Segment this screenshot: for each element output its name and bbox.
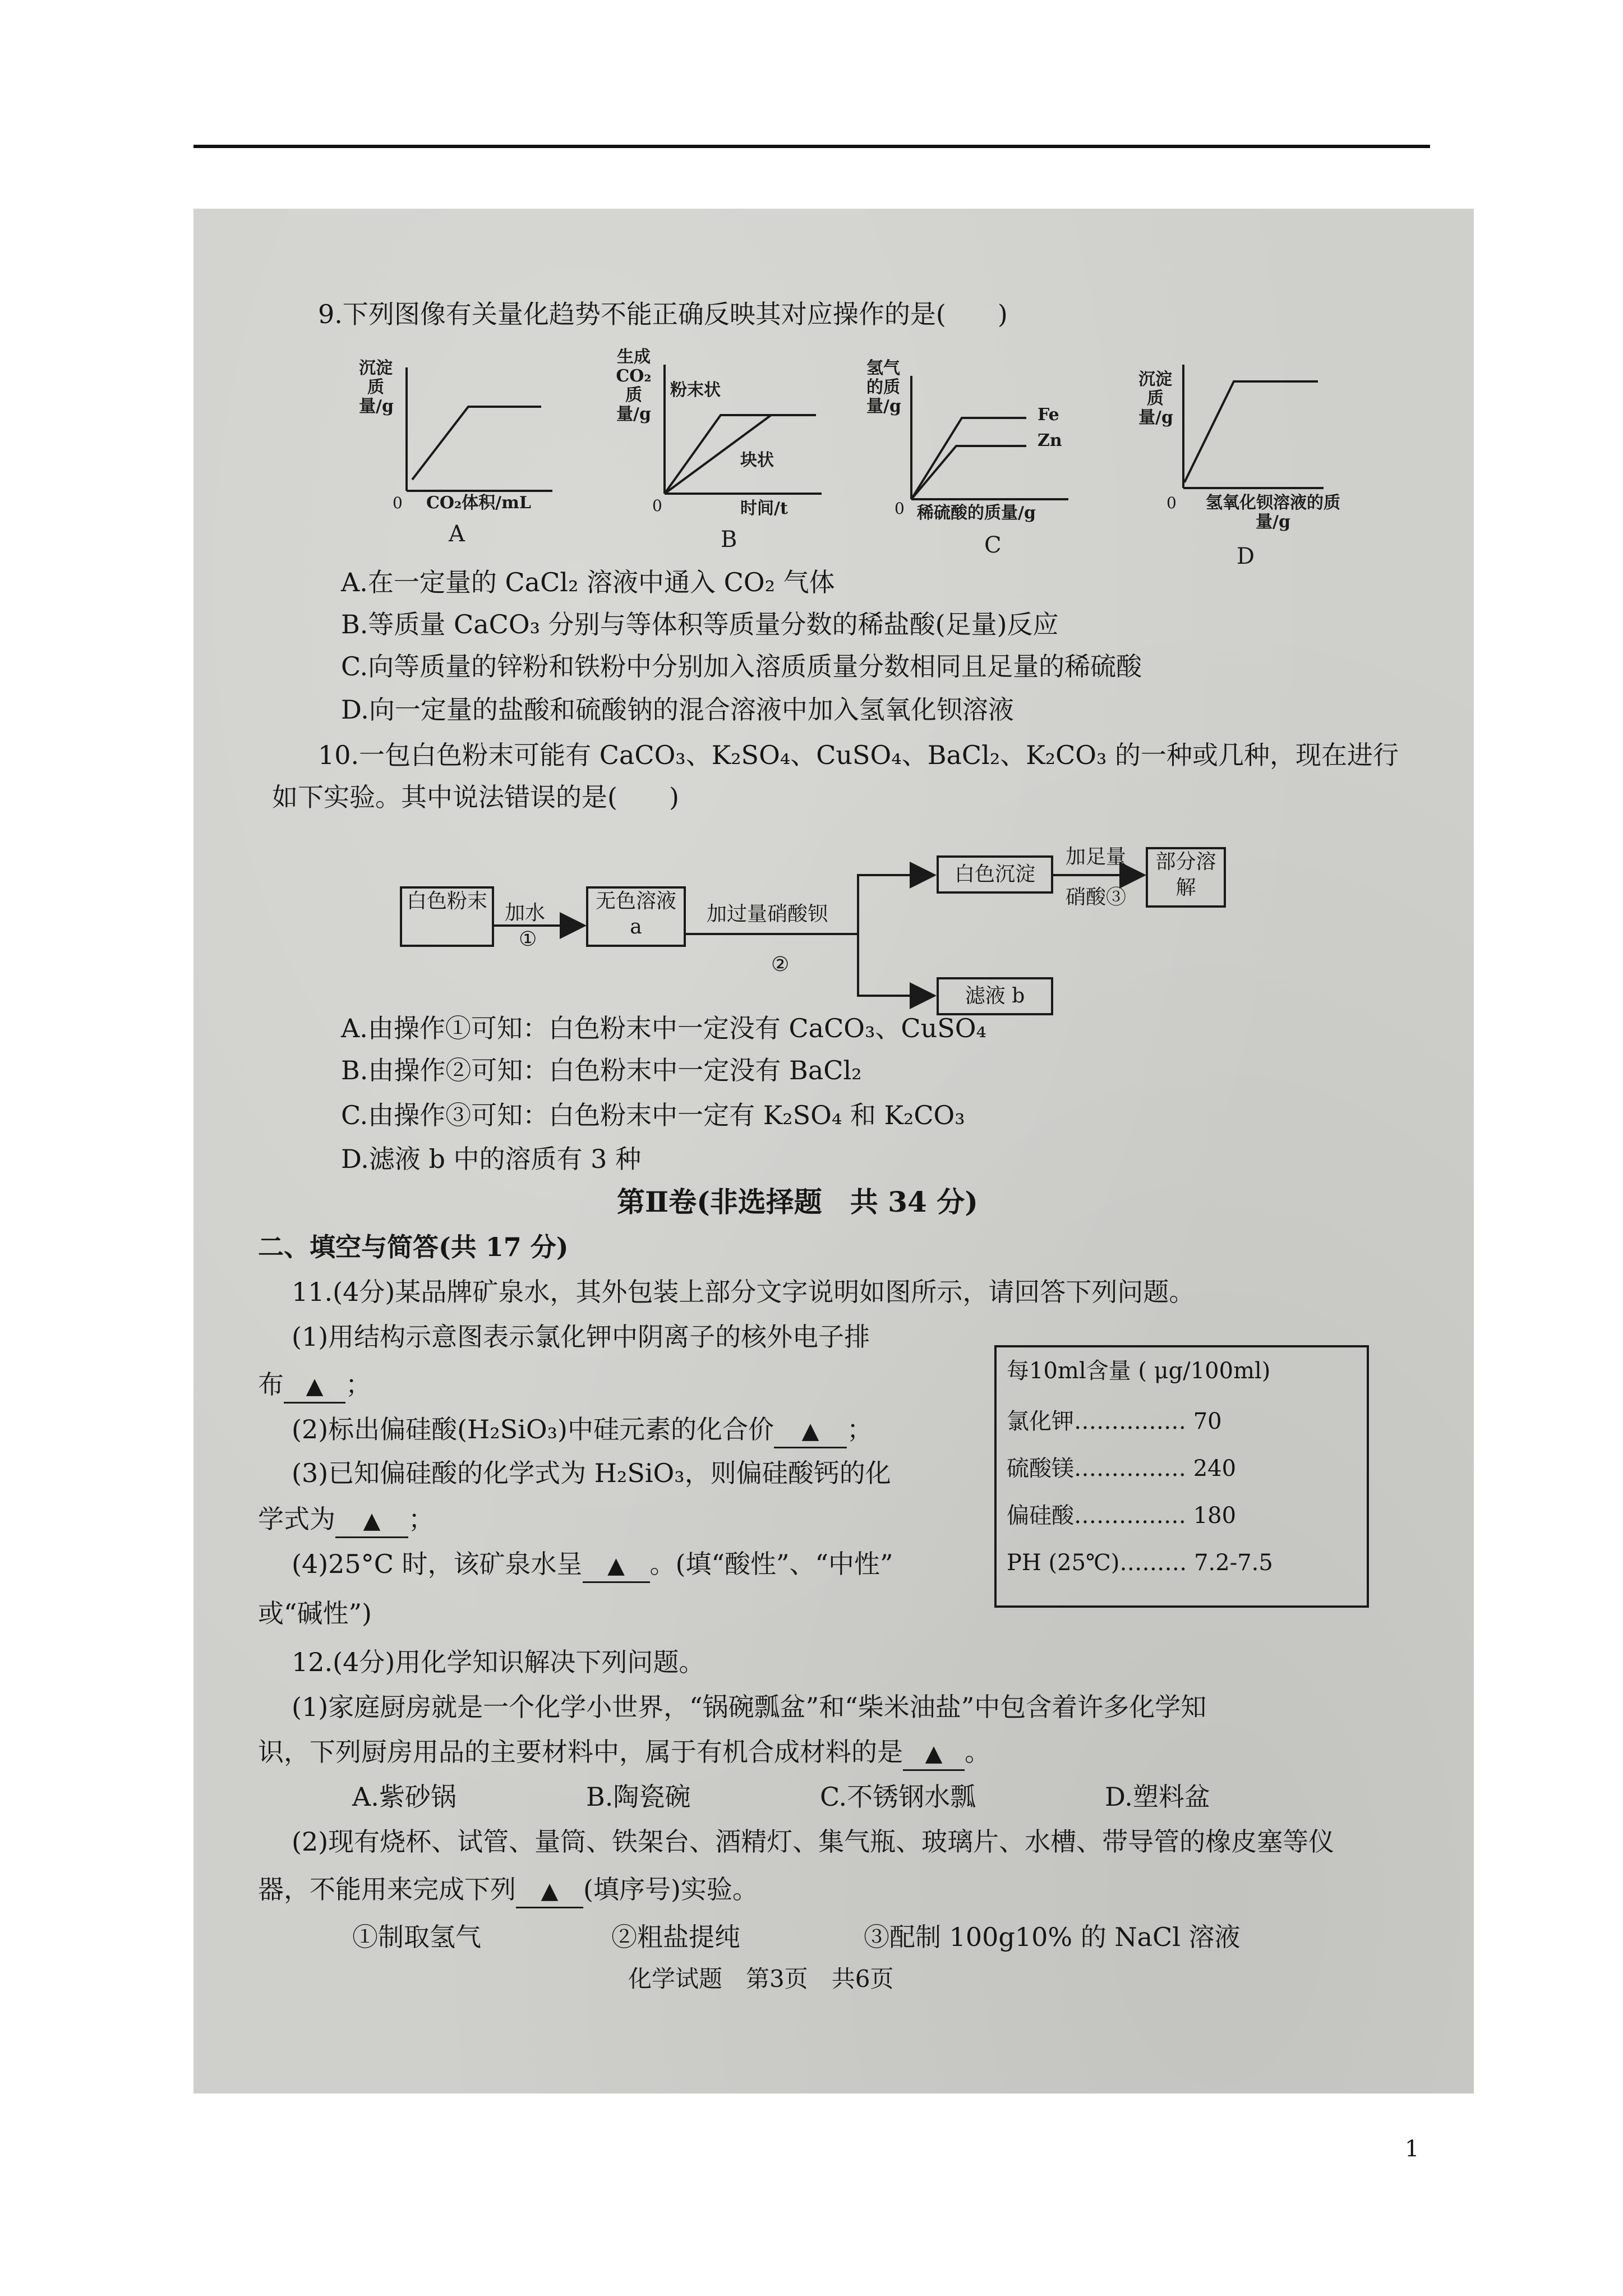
q12-part1-suffix: 。 — [965, 1737, 990, 1767]
graph-a-origin: 0 — [393, 494, 403, 512]
q12-choice-c: C.不锈钢水瓢 — [820, 1782, 976, 1812]
q12-part2-suffix: (填序号)实验。 — [583, 1874, 758, 1904]
q9-option-c: C.向等质量的锌粉和铁粉中分别加入溶质质量分数相同且足量的稀硫酸 — [341, 651, 1142, 682]
q11-part2-text: (2)标出偏硅酸(H₂SiO₃)中硅元素的化合价 — [292, 1414, 774, 1444]
q11-answer-blank-3[interactable] — [335, 1503, 408, 1538]
graph-c-xlabel: 稀硫酸的质量/g — [917, 503, 1036, 523]
q11-part3-prefix: 学式为 — [258, 1504, 335, 1534]
q12-part2-line1: (2)现有烧杯、试管、量筒、铁架台、酒精灯、集气瓶、玻璃片、水槽、带导管的橡皮塞等仪 — [292, 1826, 1335, 1857]
graph-d-origin: 0 — [1166, 494, 1177, 512]
flow-box-filtrate-b: 滤液 b — [937, 977, 1053, 1015]
q10-option-b: B.由操作②可知：白色粉末中一定没有 BaCl₂ — [341, 1055, 862, 1085]
q9-option-b: B.等质量 CaCO₃ 分别与等体积等质量分数的稀盐酸(足量)反应 — [341, 609, 1059, 639]
label-row-h2sio3: 偏硅酸…………… 180 — [1007, 1503, 1237, 1529]
answer-mark: ▲ — [541, 1878, 559, 1904]
q12-answer-blank-2[interactable] — [516, 1874, 583, 1908]
graph-b-note-powder: 粉末状 — [670, 380, 721, 400]
q9-option-a: A.在一定量的 CaCl₂ 溶液中通入 CO₂ 气体 — [341, 567, 835, 597]
answer-mark: ▲ — [363, 1508, 381, 1534]
q11-part4-prefix: (4)25°C 时，该矿泉水呈 — [292, 1549, 583, 1579]
q12-choice-a: A.紫砂锅 — [352, 1782, 457, 1812]
q11-part1-suffix: ； — [345, 1369, 371, 1400]
q12-choice-b: B.陶瓷碗 — [586, 1782, 691, 1812]
q11-part3-suffix: ； — [408, 1504, 434, 1534]
flow-box-white-precipitate: 白色沉淀 — [937, 855, 1053, 894]
answer-mark: ▲ — [925, 1741, 943, 1766]
graph-c-origin: 0 — [895, 499, 905, 518]
graph-b-xlabel: 时间/t — [740, 499, 788, 518]
graph-c-note-zn: Zn — [1038, 431, 1062, 450]
flow-box-partly-dissolved: 部分溶解 — [1146, 847, 1226, 908]
section2-title: 二、填空与简答(共 17 分) — [258, 1232, 569, 1262]
q12-part2-prefix: 器，不能用来完成下列 — [258, 1874, 516, 1904]
q10-option-d: D.滤液 b 中的溶质有 3 种 — [341, 1144, 642, 1174]
label-row-kcl: 氯化钾…………… 70 — [1007, 1409, 1222, 1434]
q11-part2-suffix: ； — [846, 1414, 873, 1444]
q10-option-c: C.由操作③可知：白色粉末中一定有 K₂SO₄ 和 K₂CO₃ — [341, 1100, 965, 1130]
flow-arrow2-number: ② — [771, 953, 790, 976]
flow-arrow1-number: ① — [519, 928, 537, 951]
q11-part4-line1 — [292, 1548, 893, 1583]
q12-item-2: ②粗盐提纯 — [611, 1922, 740, 1952]
q11-part2 — [292, 1414, 873, 1448]
graph-b-note-lump: 块状 — [740, 450, 774, 470]
part2-title: 第Ⅱ卷(非选择题 共 34 分) — [617, 1185, 978, 1218]
q12-item-1: ①制取氢气 — [352, 1922, 481, 1952]
q11-answer-blank-4[interactable] — [583, 1548, 650, 1583]
q11-answer-blank-1[interactable] — [284, 1369, 345, 1404]
mineral-water-label — [994, 1345, 1369, 1608]
graph-d-ylabel: 沉淀质量/g — [1138, 370, 1173, 427]
q12-item-3: ③配制 100g10% 的 NaCl 溶液 — [864, 1922, 1241, 1952]
graph-a-ylabel: 沉淀质量/g — [359, 358, 394, 416]
flow-arrow1-label: 加水 — [505, 901, 546, 924]
q9-stem: 9.下列图像有关量化趋势不能正确反映其对应操作的是( ) — [318, 299, 1008, 329]
answer-mark: ▲ — [306, 1373, 324, 1399]
flow-arrow3-label: 加足量 — [1066, 845, 1127, 868]
graph-c-note-fe: Fe — [1038, 405, 1059, 425]
label-row-ph: PH (25℃)……… 7.2-7.5 — [1007, 1550, 1273, 1576]
answer-mark: ▲ — [801, 1418, 819, 1444]
graph-b-letter: B — [721, 527, 737, 553]
q12-choice-d: D.塑料盆 — [1105, 1782, 1210, 1812]
q11-part1-prefix: 布 — [258, 1369, 284, 1400]
page-number: 1 — [1405, 2136, 1419, 2162]
q12-stem: 12.(4分)用化学知识解决下列问题。 — [292, 1647, 705, 1677]
q11-part1-line1: (1)用结构示意图表示氯化钾中阴离子的核外电子排 — [292, 1322, 870, 1352]
graph-b-ylabel: 生成CO₂质量/g — [616, 347, 652, 424]
flow-box-white-powder: 白色粉末 — [400, 886, 494, 947]
label-row-mgso4: 硫酸镁…………… 240 — [1007, 1456, 1237, 1481]
q11-part1-line2 — [258, 1369, 371, 1404]
flow-arrow2-label: 加过量硝酸钡 — [707, 903, 828, 926]
graph-c-letter: C — [984, 532, 1002, 558]
graph-a-letter: A — [449, 521, 465, 547]
q10-option-a: A.由操作①可知：白色粉末中一定没有 CaCO₃、CuSO₄ — [341, 1013, 986, 1043]
graph-d-xlabel: 氢氧化钡溶液的质量/g — [1206, 493, 1340, 532]
q10-stem-line2: 如下实验。其中说法错误的是( ) — [272, 782, 679, 812]
q11-answer-blank-2[interactable] — [774, 1414, 847, 1448]
q12-part2-line2 — [258, 1874, 758, 1908]
graph-c-ylabel: 氢气的质量/g — [866, 358, 901, 416]
q12-answer-blank-1[interactable] — [903, 1736, 965, 1771]
flow-box-colorless-solution: 无色溶液 a — [586, 886, 686, 947]
flow-arrow3-number: 硝酸③ — [1066, 886, 1127, 909]
graph-d-letter: D — [1237, 544, 1255, 569]
q11-part3-line1: (3)已知偏硅酸的化学式为 H₂SiO₃，则偏硅酸钙的化 — [292, 1458, 891, 1488]
q12-part1-line2 — [258, 1736, 990, 1771]
q11-part4-suffix: 。(填“酸性”、“中性” — [649, 1549, 893, 1579]
q11-part3-line2 — [258, 1503, 434, 1538]
q12-part1-prefix: 识，下列厨房用品的主要材料中，属于有机合成材料的是 — [258, 1737, 903, 1767]
q11-part4-line2: 或“碱性”) — [258, 1598, 372, 1628]
q9-option-d: D.向一定量的盐酸和硫酸钠的混合溶液中加入氢氧化钡溶液 — [341, 694, 1014, 725]
graph-b-origin: 0 — [652, 496, 662, 515]
label-header: 每10ml含量 ( μg/100ml) — [1007, 1358, 1271, 1384]
page-footer: 化学试题 第3页 共6页 — [628, 1965, 894, 1993]
answer-mark: ▲ — [607, 1553, 625, 1579]
q10-stem-line1: 10.一包白色粉末可能有 CaCO₃、K₂SO₄、CuSO₄、BaCl₂、K₂CO₃ 的一种或几种，现在进行 — [318, 740, 1399, 770]
q12-part1-line1: (1)家庭厨房就是一个化学小世界，“锅碗瓢盆”和“柴米油盐”中包含着许多化学知 — [292, 1692, 1207, 1722]
q11-stem: 11.(4分)某品牌矿泉水，其外包装上部分文字说明如图所示，请回答下列问题。 — [292, 1277, 1195, 1307]
graph-a-xlabel: CO₂体积/mL — [426, 493, 531, 513]
